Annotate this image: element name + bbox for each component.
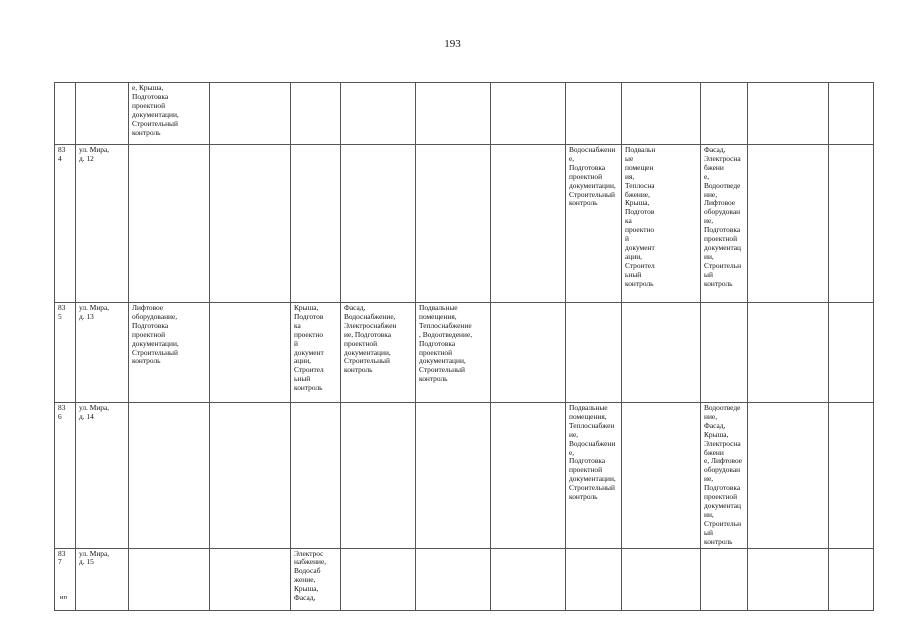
work-cell [491,145,566,303]
work-cell [701,548,748,610]
work-cell [341,83,416,145]
schedule-table [54,82,874,611]
work-cell [491,403,566,549]
row-number-cell: 83 5 [55,303,76,403]
work-cell [566,83,622,145]
work-cell [566,303,622,403]
work-cell: Подвальные помещения, Теплоснабжение, Водоснабжение, Подготовка проектной документации, Строительный контроль [566,403,622,549]
table-row [55,303,874,403]
work-cell [210,548,291,610]
work-cell [748,83,829,145]
work-cell [829,403,874,549]
work-cell [341,403,416,549]
work-cell: е, Крыша, Подготовка проектной документации, Строительный контроль [129,83,210,145]
work-cell [416,83,491,145]
work-cell [829,303,874,403]
work-cell [622,83,701,145]
table-row [55,145,874,303]
row-number-cell: 83 6 [55,403,76,549]
work-cell: Лифтовое оборудование, Подготовка проектной документации, Строительный контроль [129,303,210,403]
work-cell [341,145,416,303]
work-cell [491,303,566,403]
work-cell [341,548,416,610]
footer-mark: нп [60,594,67,601]
work-cell [416,548,491,610]
address-cell [76,83,129,145]
table-row [55,548,874,610]
address-cell: ул. Мира, д. 15 [76,548,129,610]
work-cell [829,83,874,145]
work-cell [622,403,701,549]
work-cell [748,303,829,403]
work-cell [129,548,210,610]
work-cell [748,548,829,610]
table-row [55,403,874,549]
work-cell [701,83,748,145]
work-cell [210,145,291,303]
work-cell [416,403,491,549]
work-cell: Фасад, Электроснабжени е, Водоотведение, Лифтовое оборудование, Подготовка проектной документации, Строительный контроль [701,145,748,303]
work-cell [829,145,874,303]
table-row [55,83,874,145]
address-cell: ул. Мира, д. 13 [76,303,129,403]
work-cell [491,548,566,610]
work-cell [748,403,829,549]
work-cell: Водоснабжение, Подготовка проектной документации, Строительный контроль [566,145,622,303]
work-cell: Подвальн ые помещен ия, Теплосна бжение, Крыша, Подготов ка проектно й документ ации, Строител ьный контроль [622,145,701,303]
work-cell [566,548,622,610]
address-cell: ул. Мира, д. 12 [76,145,129,303]
work-cell [129,145,210,303]
work-cell [210,303,291,403]
work-cell: Фасад, Водоснабжение, Электроснабжен ие, Подготовка проектной документации, Строительный контроль [341,303,416,403]
work-cell [210,83,291,145]
work-cell: Крыша, Подготов ка проектно й документ ации, Строител ьный контроль [291,303,341,403]
work-cell [129,403,210,549]
page-number: 193 [444,38,461,50]
row-number-cell: 83 7 [55,548,76,610]
address-cell: ул. Мира, д. 14 [76,403,129,549]
row-number-cell: 83 4 [55,145,76,303]
work-cell [829,548,874,610]
work-cell [748,145,829,303]
work-cell [210,403,291,549]
work-cell [416,145,491,303]
work-cell [291,83,341,145]
work-cell [622,303,701,403]
work-cell [622,548,701,610]
work-cell: Водоотведение, Фасад, Крыша, Электроснабжени е, Лифтовое оборудование, Подготовка проектной документации, Строительный контроль [701,403,748,549]
work-cell [491,83,566,145]
work-cell [291,403,341,549]
work-cell [701,303,748,403]
work-cell: Подвальные помещения, Теплоснабжение , Водоотведение, Подготовка проектной документации, Строительный контроль [416,303,491,403]
work-cell [291,145,341,303]
row-number-cell [55,83,76,145]
work-cell: Электрос набжение, Водосаб жение, Крыша, Фасад, [291,548,341,610]
